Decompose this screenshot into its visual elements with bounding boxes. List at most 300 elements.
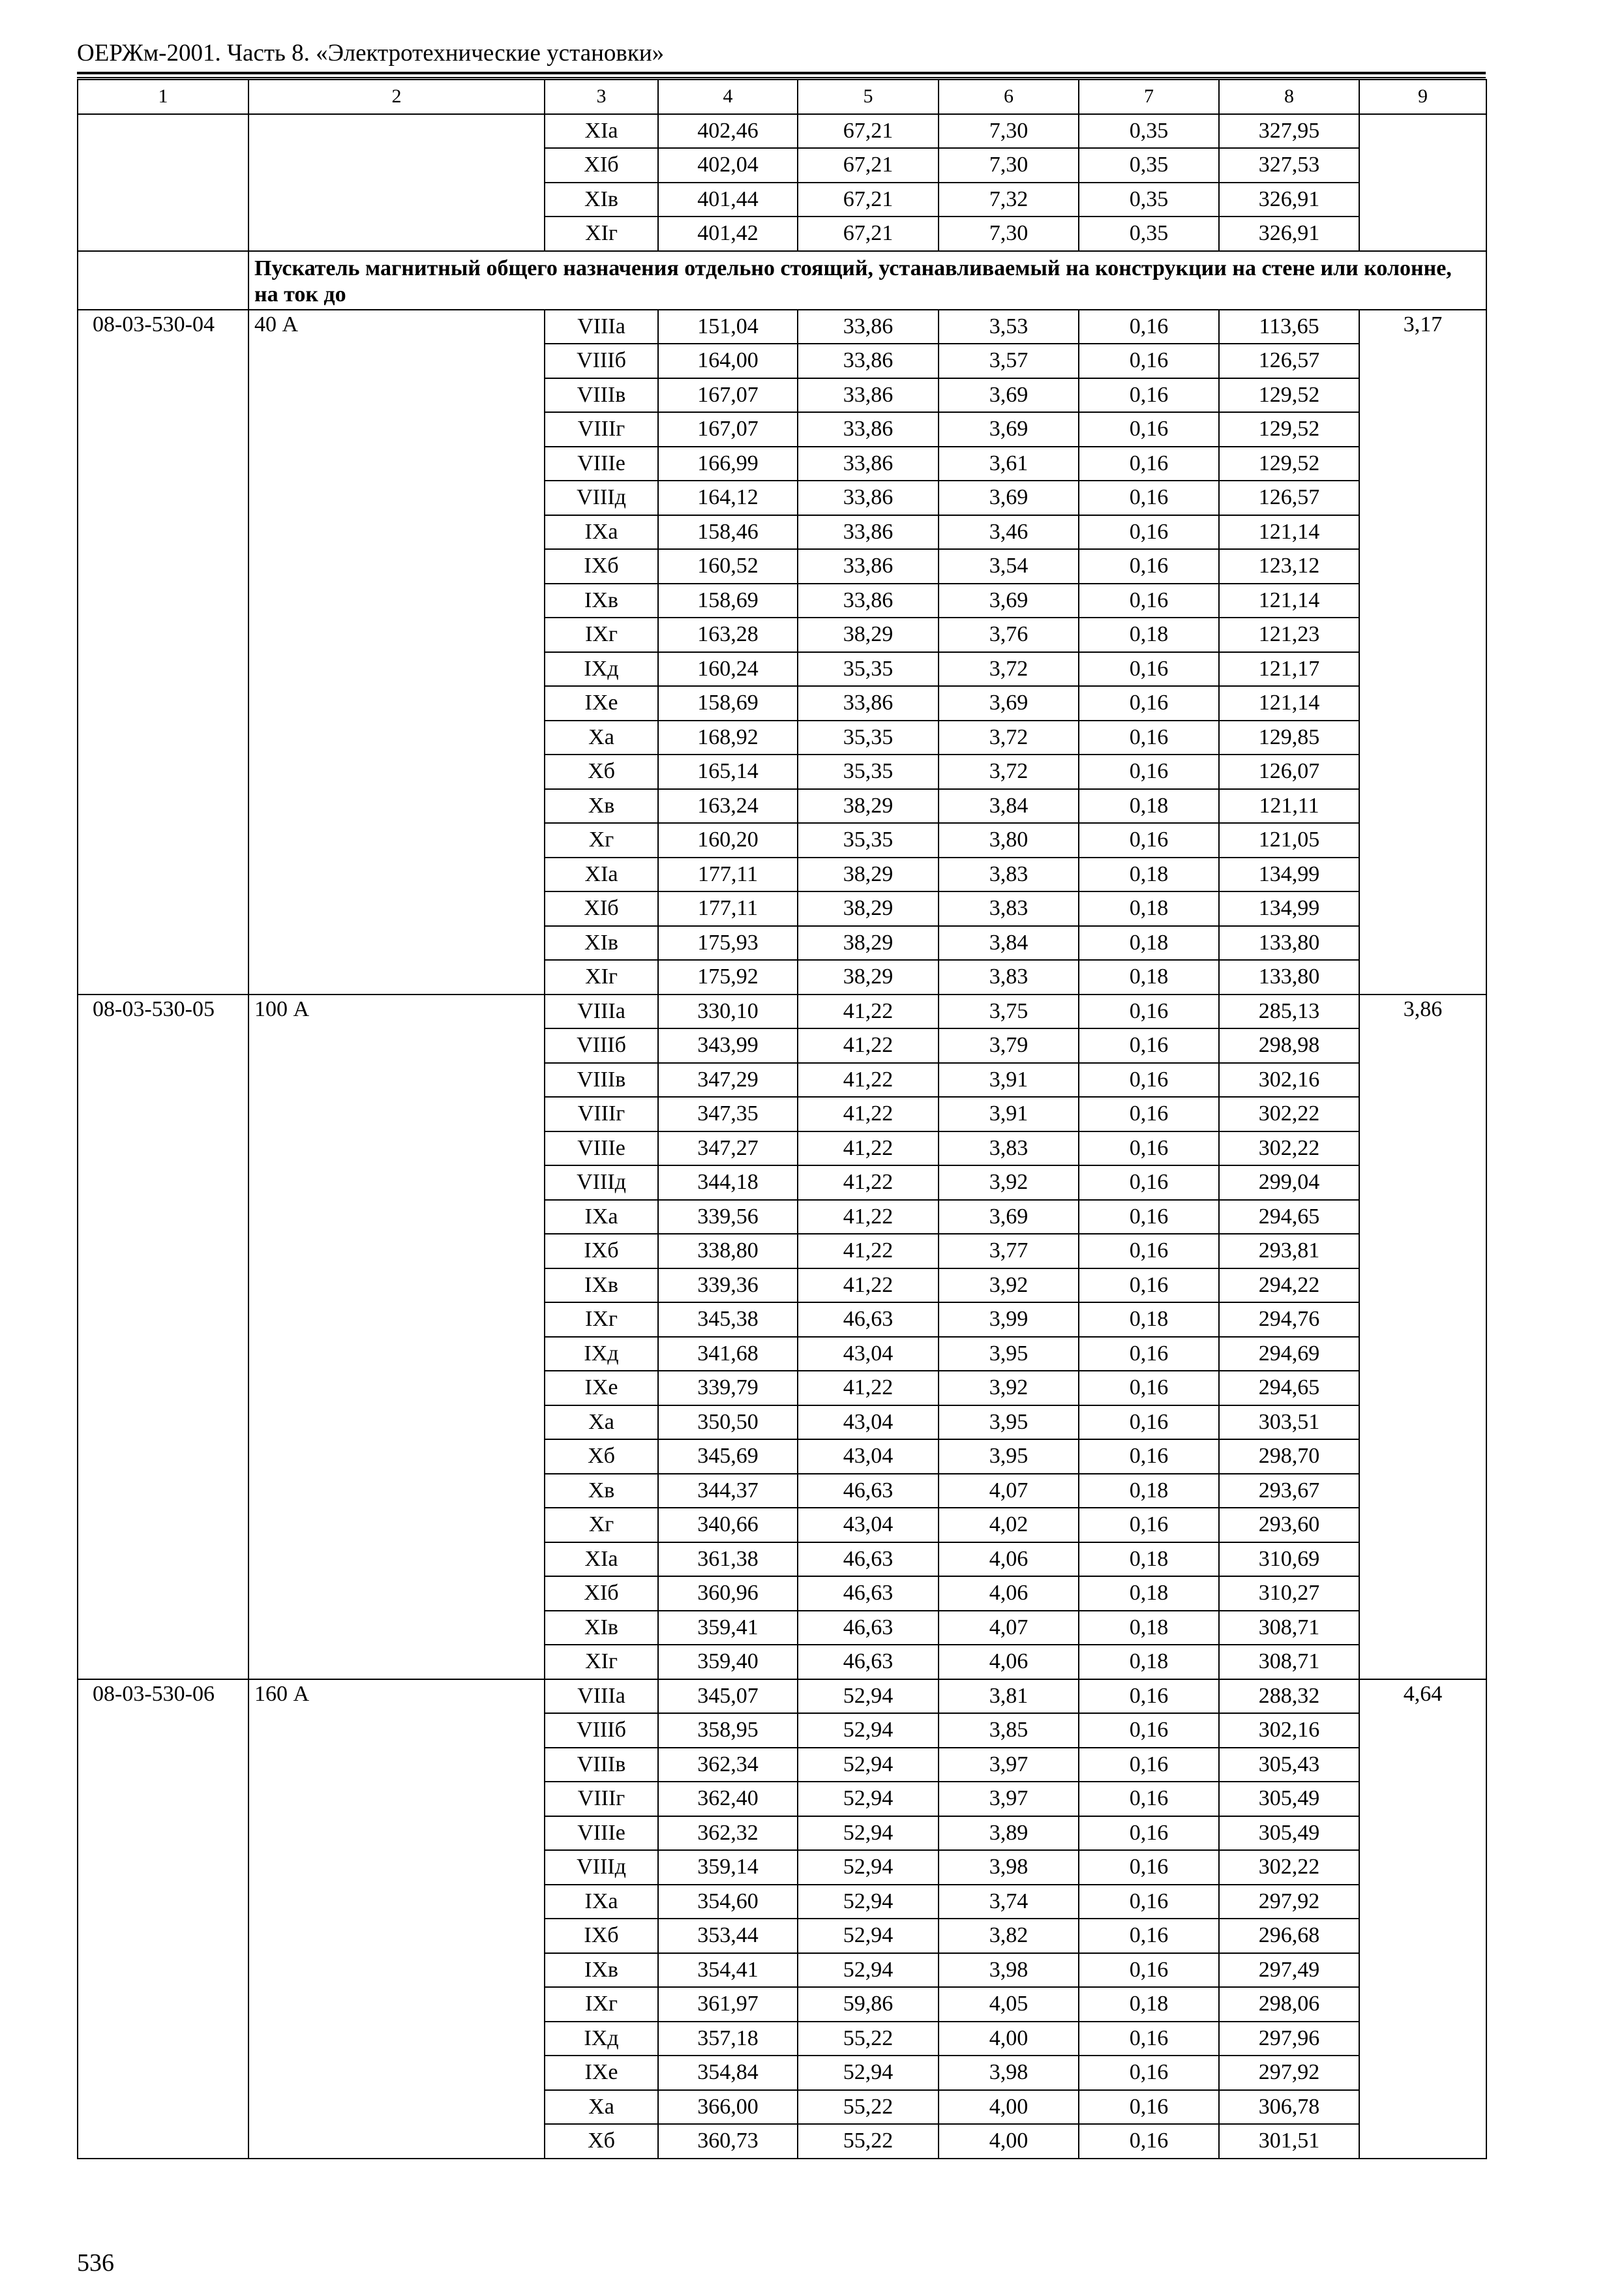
rate-code: 08-03-530-05 bbox=[78, 995, 248, 1679]
materials-cost-cell: 305,49 bbox=[1219, 1816, 1359, 1851]
table-row bbox=[78, 995, 1486, 1029]
machine-cost-cell: 3,99 bbox=[939, 1302, 1079, 1337]
section-left-cell bbox=[78, 251, 248, 310]
total-cost-cell: 361,97 bbox=[658, 1987, 798, 2022]
column-number: 4 bbox=[658, 80, 798, 114]
machine-cost-cell: 7,30 bbox=[939, 114, 1079, 149]
column-number: 8 bbox=[1219, 80, 1359, 114]
machine-cost-cell: 4,06 bbox=[939, 1542, 1079, 1577]
machine-cost-cell: 3,98 bbox=[939, 1850, 1079, 1885]
rate-zone-cell: IXa bbox=[545, 515, 658, 550]
total-cost-cell: 165,14 bbox=[658, 755, 798, 789]
total-cost-cell: 344,18 bbox=[658, 1165, 798, 1200]
rate-zone-cell: IXe bbox=[545, 1371, 658, 1405]
materials-cost-cell: 294,76 bbox=[1219, 1302, 1359, 1337]
labor-cost-cell: 43,04 bbox=[798, 1405, 939, 1440]
rate-zone-cell: IXa bbox=[545, 1200, 658, 1234]
driver-wage-cell: 0,16 bbox=[1079, 1713, 1219, 1748]
running-header bbox=[77, 37, 1486, 70]
machine-cost-cell: 3,69 bbox=[939, 481, 1079, 515]
rate-zone-cell: IXб bbox=[545, 1234, 658, 1268]
materials-cost-cell: 121,14 bbox=[1219, 686, 1359, 721]
labor-cost-cell: 41,22 bbox=[798, 1165, 939, 1200]
total-cost-cell: 354,84 bbox=[658, 2056, 798, 2090]
total-cost-cell: 360,73 bbox=[658, 2124, 798, 2159]
rate-zone-cell: VIIIб bbox=[545, 1028, 658, 1063]
total-cost-cell: 343,99 bbox=[658, 1028, 798, 1063]
rate-zone-cell: XIв bbox=[545, 926, 658, 961]
total-cost-cell: 401,42 bbox=[658, 217, 798, 251]
table-row bbox=[78, 1679, 1486, 1714]
rates-table bbox=[77, 79, 1487, 2159]
labor-cost-cell: 33,86 bbox=[798, 412, 939, 447]
rate-zone-cell: XIa bbox=[545, 858, 658, 892]
materials-cost-cell: 121,14 bbox=[1219, 584, 1359, 618]
labor-cost-cell: 55,22 bbox=[798, 2022, 939, 2056]
col9-value: 3,86 bbox=[1359, 995, 1486, 1679]
rate-zone-cell: Xa bbox=[545, 721, 658, 755]
rate-zone-cell: Xг bbox=[545, 823, 658, 858]
driver-wage-cell: 0,16 bbox=[1079, 1337, 1219, 1371]
total-cost-cell: 164,12 bbox=[658, 481, 798, 515]
materials-cost-cell: 302,22 bbox=[1219, 1097, 1359, 1131]
machine-cost-cell: 7,30 bbox=[939, 148, 1079, 183]
rate-zone-cell: IXг bbox=[545, 1987, 658, 2022]
machine-cost-cell: 3,84 bbox=[939, 926, 1079, 961]
labor-cost-cell: 35,35 bbox=[798, 823, 939, 858]
rate-zone-cell: Xв bbox=[545, 789, 658, 824]
materials-cost-cell: 297,96 bbox=[1219, 2022, 1359, 2056]
labor-cost-cell: 41,22 bbox=[798, 1234, 939, 1268]
machine-cost-cell: 4,06 bbox=[939, 1576, 1079, 1611]
materials-cost-cell: 133,80 bbox=[1219, 926, 1359, 961]
rate-zone-cell: IXв bbox=[545, 584, 658, 618]
driver-wage-cell: 0,16 bbox=[1079, 2056, 1219, 2090]
column-number: 5 bbox=[798, 80, 939, 114]
machine-cost-cell: 3,83 bbox=[939, 891, 1079, 926]
materials-cost-cell: 296,68 bbox=[1219, 1919, 1359, 1953]
rate-zone-cell: XIг bbox=[545, 960, 658, 995]
materials-cost-cell: 297,92 bbox=[1219, 2056, 1359, 2090]
labor-cost-cell: 33,86 bbox=[798, 310, 939, 344]
driver-wage-cell: 0,35 bbox=[1079, 217, 1219, 251]
rate-zone-cell: XIa bbox=[545, 1542, 658, 1577]
machine-cost-cell: 3,75 bbox=[939, 995, 1079, 1029]
rate-zone-cell: VIIIг bbox=[545, 412, 658, 447]
labor-cost-cell: 41,22 bbox=[798, 1200, 939, 1234]
total-cost-cell: 163,28 bbox=[658, 618, 798, 652]
column-number: 9 bbox=[1359, 80, 1486, 114]
header-rule-thin bbox=[77, 77, 1486, 78]
driver-wage-cell: 0,16 bbox=[1079, 1405, 1219, 1440]
driver-wage-cell: 0,18 bbox=[1079, 891, 1219, 926]
total-cost-cell: 177,11 bbox=[658, 858, 798, 892]
rate-zone-cell: Xб bbox=[545, 1439, 658, 1474]
labor-cost-cell: 41,22 bbox=[798, 1097, 939, 1131]
driver-wage-cell: 0,16 bbox=[1079, 2090, 1219, 2125]
driver-wage-cell: 0,16 bbox=[1079, 310, 1219, 344]
rate-zone-cell: VIIIг bbox=[545, 1097, 658, 1131]
machine-cost-cell: 3,61 bbox=[939, 447, 1079, 481]
materials-cost-cell: 303,51 bbox=[1219, 1405, 1359, 1440]
rate-zone-cell: XIa bbox=[545, 114, 658, 149]
total-cost-cell: 366,00 bbox=[658, 2090, 798, 2125]
section-title: Пускатель магнитный общего назначения отдельно стоящий, устанавливаемый на конструкции на стене или колонне, на ток до bbox=[248, 251, 1486, 310]
rate-zone-cell: VIIIв bbox=[545, 1748, 658, 1782]
section-row bbox=[78, 251, 1486, 310]
total-cost-cell: 359,41 bbox=[658, 1611, 798, 1645]
materials-cost-cell: 294,65 bbox=[1219, 1200, 1359, 1234]
driver-wage-cell: 0,16 bbox=[1079, 515, 1219, 550]
rate-zone-cell: IXг bbox=[545, 1302, 658, 1337]
rate-zone-cell: XIб bbox=[545, 148, 658, 183]
rates-table-body bbox=[78, 80, 1486, 2159]
col9-cell bbox=[1359, 114, 1486, 251]
table-row bbox=[78, 114, 1486, 149]
total-cost-cell: 344,37 bbox=[658, 1474, 798, 1508]
document-title: ОЕРЖм-2001. Часть 8. «Электротехнические установки» bbox=[77, 40, 665, 67]
driver-wage-cell: 0,16 bbox=[1079, 686, 1219, 721]
driver-wage-cell: 0,16 bbox=[1079, 1028, 1219, 1063]
driver-wage-cell: 0,16 bbox=[1079, 1200, 1219, 1234]
labor-cost-cell: 43,04 bbox=[798, 1439, 939, 1474]
driver-wage-cell: 0,16 bbox=[1079, 447, 1219, 481]
driver-wage-cell: 0,16 bbox=[1079, 1885, 1219, 1919]
materials-cost-cell: 121,05 bbox=[1219, 823, 1359, 858]
rate-zone-cell: Xг bbox=[545, 1508, 658, 1542]
materials-cost-cell: 293,67 bbox=[1219, 1474, 1359, 1508]
rate-zone-cell: VIIIб bbox=[545, 1713, 658, 1748]
labor-cost-cell: 35,35 bbox=[798, 721, 939, 755]
total-cost-cell: 362,34 bbox=[658, 1748, 798, 1782]
total-cost-cell: 175,93 bbox=[658, 926, 798, 961]
total-cost-cell: 163,24 bbox=[658, 789, 798, 824]
rate-zone-cell: VIIIв bbox=[545, 378, 658, 413]
labor-cost-cell: 52,94 bbox=[798, 1919, 939, 1953]
total-cost-cell: 330,10 bbox=[658, 995, 798, 1029]
driver-wage-cell: 0,16 bbox=[1079, 1268, 1219, 1303]
total-cost-cell: 361,38 bbox=[658, 1542, 798, 1577]
labor-cost-cell: 55,22 bbox=[798, 2124, 939, 2159]
labor-cost-cell: 46,63 bbox=[798, 1576, 939, 1611]
rate-zone-cell: VIIIг bbox=[545, 1782, 658, 1816]
machine-cost-cell: 4,00 bbox=[939, 2022, 1079, 2056]
materials-cost-cell: 123,12 bbox=[1219, 549, 1359, 584]
driver-wage-cell: 0,16 bbox=[1079, 1371, 1219, 1405]
machine-cost-cell: 4,07 bbox=[939, 1611, 1079, 1645]
labor-cost-cell: 46,63 bbox=[798, 1611, 939, 1645]
labor-cost-cell: 52,94 bbox=[798, 1713, 939, 1748]
labor-cost-cell: 67,21 bbox=[798, 114, 939, 149]
labor-cost-cell: 67,21 bbox=[798, 217, 939, 251]
driver-wage-cell: 0,16 bbox=[1079, 721, 1219, 755]
total-cost-cell: 340,66 bbox=[658, 1508, 798, 1542]
machine-cost-cell: 3,91 bbox=[939, 1097, 1079, 1131]
labor-cost-cell: 55,22 bbox=[798, 2090, 939, 2125]
machine-cost-cell: 3,83 bbox=[939, 1131, 1079, 1166]
labor-cost-cell: 41,22 bbox=[798, 1131, 939, 1166]
materials-cost-cell: 293,60 bbox=[1219, 1508, 1359, 1542]
materials-cost-cell: 134,99 bbox=[1219, 858, 1359, 892]
driver-wage-cell: 0,16 bbox=[1079, 1165, 1219, 1200]
rate-zone-cell: IXe bbox=[545, 2056, 658, 2090]
labor-cost-cell: 41,22 bbox=[798, 1268, 939, 1303]
materials-cost-cell: 294,69 bbox=[1219, 1337, 1359, 1371]
machine-cost-cell: 3,98 bbox=[939, 2056, 1079, 2090]
machine-cost-cell: 4,07 bbox=[939, 1474, 1079, 1508]
rate-zone-cell: IXб bbox=[545, 1919, 658, 1953]
total-cost-cell: 350,50 bbox=[658, 1405, 798, 1440]
driver-wage-cell: 0,16 bbox=[1079, 412, 1219, 447]
materials-cost-cell: 133,80 bbox=[1219, 960, 1359, 995]
machine-cost-cell: 3,74 bbox=[939, 1885, 1079, 1919]
machine-cost-cell: 3,92 bbox=[939, 1268, 1079, 1303]
driver-wage-cell: 0,16 bbox=[1079, 1063, 1219, 1098]
rate-code: 08-03-530-04 bbox=[78, 310, 248, 995]
labor-cost-cell: 41,22 bbox=[798, 1063, 939, 1098]
driver-wage-cell: 0,16 bbox=[1079, 995, 1219, 1029]
machine-cost-cell: 3,98 bbox=[939, 1953, 1079, 1988]
total-cost-cell: 345,38 bbox=[658, 1302, 798, 1337]
total-cost-cell: 339,36 bbox=[658, 1268, 798, 1303]
machine-cost-cell: 3,53 bbox=[939, 310, 1079, 344]
driver-wage-cell: 0,16 bbox=[1079, 2124, 1219, 2159]
rate-zone-cell: XIв bbox=[545, 183, 658, 217]
labor-cost-cell: 46,63 bbox=[798, 1302, 939, 1337]
labor-cost-cell: 38,29 bbox=[798, 858, 939, 892]
materials-cost-cell: 126,07 bbox=[1219, 755, 1359, 789]
labor-cost-cell: 52,94 bbox=[798, 1953, 939, 1988]
labor-cost-cell: 52,94 bbox=[798, 1885, 939, 1919]
total-cost-cell: 167,07 bbox=[658, 412, 798, 447]
materials-cost-cell: 308,71 bbox=[1219, 1645, 1359, 1679]
materials-cost-cell: 297,92 bbox=[1219, 1885, 1359, 1919]
machine-cost-cell: 3,69 bbox=[939, 584, 1079, 618]
machine-cost-cell: 7,32 bbox=[939, 183, 1079, 217]
machine-cost-cell: 3,57 bbox=[939, 344, 1079, 378]
rate-zone-cell: IXб bbox=[545, 549, 658, 584]
rate-zone-cell: IXe bbox=[545, 686, 658, 721]
total-cost-cell: 359,14 bbox=[658, 1850, 798, 1885]
labor-cost-cell: 67,21 bbox=[798, 183, 939, 217]
materials-cost-cell: 129,52 bbox=[1219, 378, 1359, 413]
rate-zone-cell: IXa bbox=[545, 1885, 658, 1919]
machine-cost-cell: 3,77 bbox=[939, 1234, 1079, 1268]
materials-cost-cell: 302,16 bbox=[1219, 1063, 1359, 1098]
machine-cost-cell: 3,54 bbox=[939, 549, 1079, 584]
total-cost-cell: 339,56 bbox=[658, 1200, 798, 1234]
labor-cost-cell: 52,94 bbox=[798, 1748, 939, 1782]
labor-cost-cell: 67,21 bbox=[798, 148, 939, 183]
labor-cost-cell: 38,29 bbox=[798, 789, 939, 824]
driver-wage-cell: 0,18 bbox=[1079, 1987, 1219, 2022]
materials-cost-cell: 129,85 bbox=[1219, 721, 1359, 755]
machine-cost-cell: 3,69 bbox=[939, 1200, 1079, 1234]
total-cost-cell: 401,44 bbox=[658, 183, 798, 217]
total-cost-cell: 158,69 bbox=[658, 686, 798, 721]
materials-cost-cell: 121,17 bbox=[1219, 652, 1359, 687]
driver-wage-cell: 0,16 bbox=[1079, 1816, 1219, 1851]
materials-cost-cell: 310,69 bbox=[1219, 1542, 1359, 1577]
driver-wage-cell: 0,35 bbox=[1079, 183, 1219, 217]
machine-cost-cell: 4,00 bbox=[939, 2090, 1079, 2125]
rate-zone-cell: XIб bbox=[545, 891, 658, 926]
driver-wage-cell: 0,16 bbox=[1079, 1919, 1219, 1953]
machine-cost-cell: 3,69 bbox=[939, 412, 1079, 447]
driver-wage-cell: 0,35 bbox=[1079, 114, 1219, 149]
materials-cost-cell: 298,06 bbox=[1219, 1987, 1359, 2022]
materials-cost-cell: 299,04 bbox=[1219, 1165, 1359, 1200]
column-number: 2 bbox=[248, 80, 545, 114]
driver-wage-cell: 0,16 bbox=[1079, 652, 1219, 687]
rate-name: 40 А bbox=[248, 310, 545, 995]
labor-cost-cell: 38,29 bbox=[798, 960, 939, 995]
machine-cost-cell: 3,84 bbox=[939, 789, 1079, 824]
driver-wage-cell: 0,16 bbox=[1079, 1748, 1219, 1782]
machine-cost-cell: 3,91 bbox=[939, 1063, 1079, 1098]
driver-wage-cell: 0,16 bbox=[1079, 1439, 1219, 1474]
rate-zone-cell: IXв bbox=[545, 1268, 658, 1303]
driver-wage-cell: 0,16 bbox=[1079, 1508, 1219, 1542]
labor-cost-cell: 43,04 bbox=[798, 1337, 939, 1371]
labor-cost-cell: 41,22 bbox=[798, 1371, 939, 1405]
total-cost-cell: 167,07 bbox=[658, 378, 798, 413]
driver-wage-cell: 0,18 bbox=[1079, 1542, 1219, 1577]
rate-zone-cell: Xa bbox=[545, 2090, 658, 2125]
driver-wage-cell: 0,16 bbox=[1079, 823, 1219, 858]
driver-wage-cell: 0,16 bbox=[1079, 549, 1219, 584]
materials-cost-cell: 285,13 bbox=[1219, 995, 1359, 1029]
column-number: 7 bbox=[1079, 80, 1219, 114]
header-rule-thick bbox=[77, 72, 1486, 74]
code-cell bbox=[78, 114, 248, 251]
labor-cost-cell: 33,86 bbox=[798, 584, 939, 618]
driver-wage-cell: 0,16 bbox=[1079, 2022, 1219, 2056]
total-cost-cell: 362,40 bbox=[658, 1782, 798, 1816]
materials-cost-cell: 129,52 bbox=[1219, 447, 1359, 481]
column-number: 6 bbox=[939, 80, 1079, 114]
labor-cost-cell: 41,22 bbox=[798, 995, 939, 1029]
materials-cost-cell: 113,65 bbox=[1219, 310, 1359, 344]
machine-cost-cell: 3,92 bbox=[939, 1165, 1079, 1200]
materials-cost-cell: 302,22 bbox=[1219, 1131, 1359, 1166]
labor-cost-cell: 35,35 bbox=[798, 755, 939, 789]
materials-cost-cell: 327,53 bbox=[1219, 148, 1359, 183]
rate-zone-cell: VIIIв bbox=[545, 1063, 658, 1098]
driver-wage-cell: 0,16 bbox=[1079, 1234, 1219, 1268]
machine-cost-cell: 3,95 bbox=[939, 1405, 1079, 1440]
total-cost-cell: 347,29 bbox=[658, 1063, 798, 1098]
rate-zone-cell: IXд bbox=[545, 2022, 658, 2056]
machine-cost-cell: 3,81 bbox=[939, 1679, 1079, 1714]
labor-cost-cell: 52,94 bbox=[798, 1782, 939, 1816]
rate-zone-cell: XIб bbox=[545, 1576, 658, 1611]
materials-cost-cell: 134,99 bbox=[1219, 891, 1359, 926]
rate-code: 08-03-530-06 bbox=[78, 1679, 248, 2159]
machine-cost-cell: 3,89 bbox=[939, 1816, 1079, 1851]
materials-cost-cell: 294,22 bbox=[1219, 1268, 1359, 1303]
driver-wage-cell: 0,16 bbox=[1079, 755, 1219, 789]
labor-cost-cell: 38,29 bbox=[798, 618, 939, 652]
driver-wage-cell: 0,18 bbox=[1079, 926, 1219, 961]
machine-cost-cell: 3,79 bbox=[939, 1028, 1079, 1063]
driver-wage-cell: 0,18 bbox=[1079, 618, 1219, 652]
driver-wage-cell: 0,18 bbox=[1079, 858, 1219, 892]
driver-wage-cell: 0,16 bbox=[1079, 1679, 1219, 1714]
driver-wage-cell: 0,16 bbox=[1079, 584, 1219, 618]
machine-cost-cell: 3,82 bbox=[939, 1919, 1079, 1953]
rate-zone-cell: VIIIa bbox=[545, 310, 658, 344]
materials-cost-cell: 326,91 bbox=[1219, 183, 1359, 217]
rate-zone-cell: Xa bbox=[545, 1405, 658, 1440]
rate-zone-cell: IXв bbox=[545, 1953, 658, 1988]
materials-cost-cell: 306,78 bbox=[1219, 2090, 1359, 2125]
driver-wage-cell: 0,18 bbox=[1079, 1474, 1219, 1508]
rate-zone-cell: VIIIд bbox=[545, 1850, 658, 1885]
total-cost-cell: 358,95 bbox=[658, 1713, 798, 1748]
machine-cost-cell: 3,97 bbox=[939, 1782, 1079, 1816]
rate-zone-cell: Xб bbox=[545, 755, 658, 789]
name-cell bbox=[248, 114, 545, 251]
total-cost-cell: 158,46 bbox=[658, 515, 798, 550]
driver-wage-cell: 0,16 bbox=[1079, 1097, 1219, 1131]
machine-cost-cell: 3,92 bbox=[939, 1371, 1079, 1405]
driver-wage-cell: 0,16 bbox=[1079, 1782, 1219, 1816]
total-cost-cell: 345,07 bbox=[658, 1679, 798, 1714]
machine-cost-cell: 3,97 bbox=[939, 1748, 1079, 1782]
driver-wage-cell: 0,35 bbox=[1079, 148, 1219, 183]
labor-cost-cell: 52,94 bbox=[798, 1850, 939, 1885]
total-cost-cell: 160,52 bbox=[658, 549, 798, 584]
driver-wage-cell: 0,18 bbox=[1079, 1645, 1219, 1679]
page-number: 536 bbox=[77, 2249, 114, 2277]
rate-zone-cell: VIIIe bbox=[545, 1131, 658, 1166]
rate-zone-cell: VIIIa bbox=[545, 1679, 658, 1714]
total-cost-cell: 362,32 bbox=[658, 1816, 798, 1851]
machine-cost-cell: 4,02 bbox=[939, 1508, 1079, 1542]
machine-cost-cell: 3,85 bbox=[939, 1713, 1079, 1748]
rate-name: 100 А bbox=[248, 995, 545, 1679]
materials-cost-cell: 294,65 bbox=[1219, 1371, 1359, 1405]
driver-wage-cell: 0,16 bbox=[1079, 1953, 1219, 1988]
driver-wage-cell: 0,16 bbox=[1079, 1850, 1219, 1885]
total-cost-cell: 338,80 bbox=[658, 1234, 798, 1268]
labor-cost-cell: 38,29 bbox=[798, 891, 939, 926]
rate-zone-cell: XIв bbox=[545, 1611, 658, 1645]
materials-cost-cell: 327,95 bbox=[1219, 114, 1359, 149]
total-cost-cell: 160,20 bbox=[658, 823, 798, 858]
rate-zone-cell: XIг bbox=[545, 217, 658, 251]
machine-cost-cell: 3,95 bbox=[939, 1337, 1079, 1371]
machine-cost-cell: 3,72 bbox=[939, 755, 1079, 789]
machine-cost-cell: 4,06 bbox=[939, 1645, 1079, 1679]
machine-cost-cell: 3,83 bbox=[939, 858, 1079, 892]
labor-cost-cell: 52,94 bbox=[798, 1679, 939, 1714]
driver-wage-cell: 0,16 bbox=[1079, 344, 1219, 378]
machine-cost-cell: 3,72 bbox=[939, 652, 1079, 687]
machine-cost-cell: 4,00 bbox=[939, 2124, 1079, 2159]
total-cost-cell: 357,18 bbox=[658, 2022, 798, 2056]
machine-cost-cell: 3,46 bbox=[939, 515, 1079, 550]
col9-value: 4,64 bbox=[1359, 1679, 1486, 2159]
machine-cost-cell: 3,80 bbox=[939, 823, 1079, 858]
rate-zone-cell: Xв bbox=[545, 1474, 658, 1508]
table-row bbox=[78, 310, 1486, 344]
labor-cost-cell: 33,86 bbox=[798, 515, 939, 550]
machine-cost-cell: 4,05 bbox=[939, 1987, 1079, 2022]
total-cost-cell: 345,69 bbox=[658, 1439, 798, 1474]
labor-cost-cell: 35,35 bbox=[798, 652, 939, 687]
